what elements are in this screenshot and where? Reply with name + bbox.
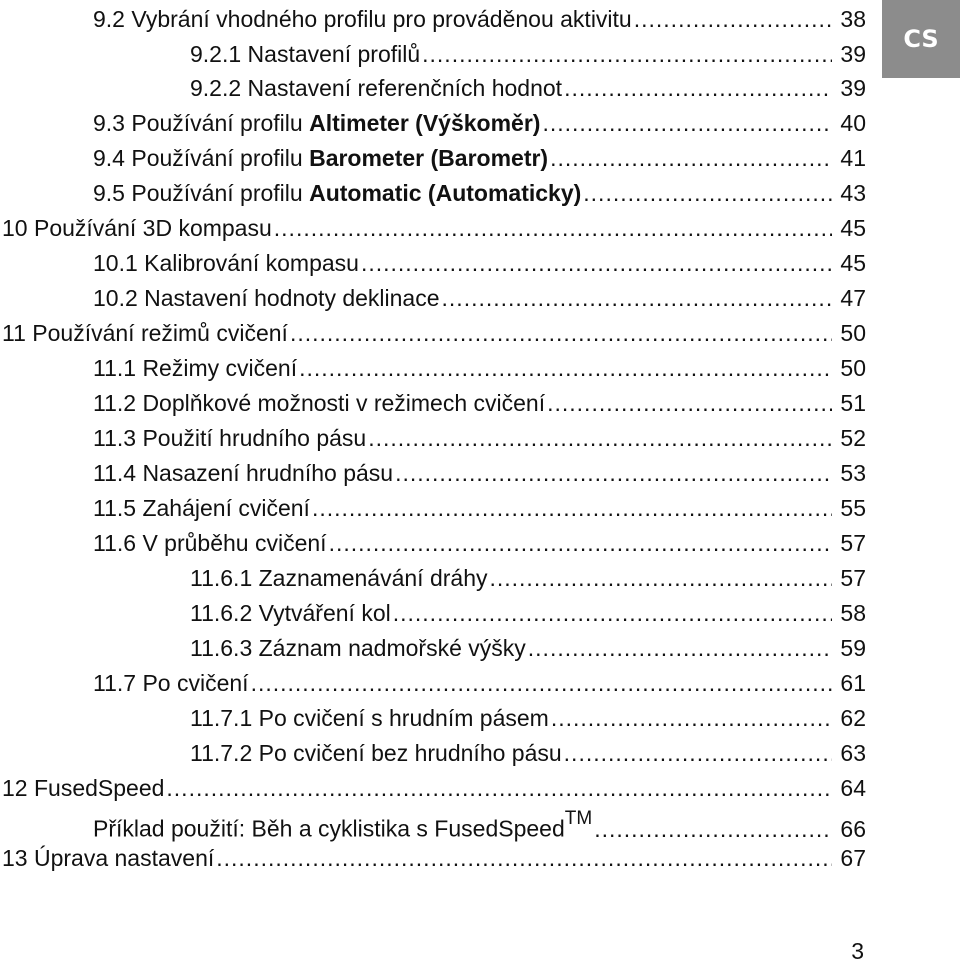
toc-entry[interactable] [93, 526, 866, 560]
leader-dots [564, 71, 832, 105]
leader-dots [489, 561, 832, 595]
leader-dots [393, 596, 832, 630]
toc-entry[interactable] [2, 841, 866, 875]
page-number: 3 [851, 938, 864, 964]
toc-entry[interactable] [190, 736, 866, 770]
leader-dots [361, 246, 832, 280]
toc-entry-page: 59 [840, 635, 866, 661]
leader-dots [547, 386, 832, 420]
toc-entry-page: 52 [840, 425, 866, 451]
toc-entry-title: 11.5 Zahájení cvičení [93, 495, 310, 521]
toc-entry-page: 47 [840, 285, 866, 311]
toc-entry-title: 11.6.3 Záznam nadmořské výšky [190, 635, 526, 661]
toc-entry[interactable] [2, 771, 866, 805]
toc-entry[interactable] [93, 806, 866, 840]
toc-entry-title: 9.5 Používání profilu Automatic (Automaticky) [93, 180, 582, 206]
leader-dots [312, 491, 832, 525]
toc-entry-page: 39 [840, 75, 866, 101]
toc-entry-page: 40 [840, 110, 866, 136]
toc-entry-page: 53 [840, 460, 866, 486]
toc-entry-title: 11.6 V průběhu cvičení [93, 530, 327, 556]
toc-entry-title: 11.7.1 Po cvičení s hrudním pásem [190, 705, 549, 731]
trademark-mark: TM [564, 808, 593, 829]
toc-entry-title: 12 FusedSpeed [2, 775, 165, 801]
toc-entry[interactable] [93, 351, 866, 385]
toc-entry-page: 50 [840, 320, 866, 346]
toc-entry[interactable] [190, 631, 866, 665]
toc-entry-page: 45 [840, 215, 866, 241]
toc-entry-title: 9.2 Vybrání vhodného profilu pro prováděnou aktivitu [93, 6, 632, 32]
leader-dots [634, 2, 832, 36]
toc-entry-title: 11.7 Po cvičení [93, 670, 249, 696]
leader-dots [542, 106, 832, 140]
leader-dots [564, 736, 832, 770]
toc-entry[interactable] [2, 316, 866, 350]
toc-entry-title: Příklad použití: Běh a cyklistika s FusedSpeed™ [93, 808, 593, 842]
leader-dots [299, 351, 832, 385]
toc-entry-title: 9.2.1 Nastavení profilů [190, 41, 421, 67]
toc-entry[interactable] [93, 106, 866, 140]
leader-dots [290, 316, 832, 350]
toc-entry-page: 61 [840, 670, 866, 696]
leader-dots [583, 176, 832, 210]
toc-entry-page: 57 [840, 530, 866, 556]
toc-entry-page: 66 [840, 815, 866, 842]
leader-dots [274, 211, 832, 245]
leader-dots [251, 666, 832, 700]
toc-entry-title: 11.3 Použití hrudního pásu [93, 425, 367, 451]
toc-entry-page: 39 [840, 41, 866, 67]
leader-dots [368, 421, 832, 455]
leader-dots [550, 141, 832, 175]
toc-entry-title: 11 Používání režimů cvičení [2, 320, 288, 346]
toc-entry-title: 11.4 Nasazení hrudního pásu [93, 460, 394, 486]
toc-entry-page: 57 [840, 565, 866, 591]
leader-dots [395, 456, 832, 490]
toc-entry[interactable] [190, 37, 866, 71]
toc-entry-page: 51 [840, 390, 866, 416]
leader-dots [329, 526, 832, 560]
toc-entry-title: 11.1 Režimy cvičení [93, 355, 298, 381]
toc-entry-title: 11.6.1 Zaznamenávání dráhy [190, 565, 488, 591]
toc-entry-title: 11.7.2 Po cvičení bez hrudního pásu [190, 740, 562, 766]
language-tab: CS [882, 0, 960, 78]
toc-entry-title: 10.1 Kalibrování kompasu [93, 250, 359, 276]
leader-dots [528, 631, 832, 665]
toc-entry[interactable] [93, 281, 866, 315]
leader-dots [422, 37, 832, 71]
toc-entry-title: 9.2.2 Nastavení referenčních hodnot [190, 75, 563, 101]
toc-entry-title: 11.6.2 Vytváření kol [190, 600, 391, 626]
toc-entry-page: 58 [840, 600, 866, 626]
leader-dots [442, 281, 832, 315]
toc-entry-page: 63 [840, 740, 866, 766]
toc-entry-title: 9.4 Používání profilu Barometer (Barometr) [93, 145, 549, 171]
toc-entry-page: 50 [840, 355, 866, 381]
toc-entry-title: 9.3 Používání profilu Altimeter (Výškoměr) [93, 110, 541, 136]
toc-entry-page: 67 [840, 845, 866, 871]
toc-entry-page: 55 [840, 495, 866, 521]
toc-entry-page: 41 [840, 145, 866, 171]
leader-dots [551, 701, 832, 735]
toc-entry-page: 45 [840, 250, 866, 276]
toc-entry-page: 43 [840, 180, 866, 206]
toc-entry[interactable] [93, 2, 866, 36]
toc-entry[interactable] [93, 141, 866, 175]
toc-entry[interactable] [93, 666, 866, 700]
toc-entry-title: 13 Úprava nastavení [2, 845, 215, 871]
toc-entry[interactable] [93, 456, 866, 490]
toc-entry-title: 10.2 Nastavení hodnoty deklinace [93, 285, 440, 311]
toc-entry-title: 10 Používání 3D kompasu [2, 215, 272, 241]
toc-entry[interactable] [190, 596, 866, 630]
toc-entry-page: 62 [840, 705, 866, 731]
toc-entry[interactable] [93, 176, 866, 210]
toc-entry-page: 38 [840, 6, 866, 32]
leader-dots [216, 841, 832, 875]
toc-entry-title: 11.2 Doplňkové možnosti v režimech cvičení [93, 390, 546, 416]
toc-entry[interactable] [190, 701, 866, 735]
leader-dots [166, 771, 832, 805]
toc-entry[interactable] [93, 421, 866, 455]
toc-entry[interactable] [93, 491, 866, 525]
toc-entry[interactable] [93, 246, 866, 280]
toc-entry-page: 64 [840, 775, 866, 801]
toc-entry[interactable] [2, 211, 866, 245]
toc-entry[interactable] [93, 386, 866, 420]
toc-entry[interactable] [190, 561, 866, 595]
toc-entry[interactable] [190, 71, 866, 105]
